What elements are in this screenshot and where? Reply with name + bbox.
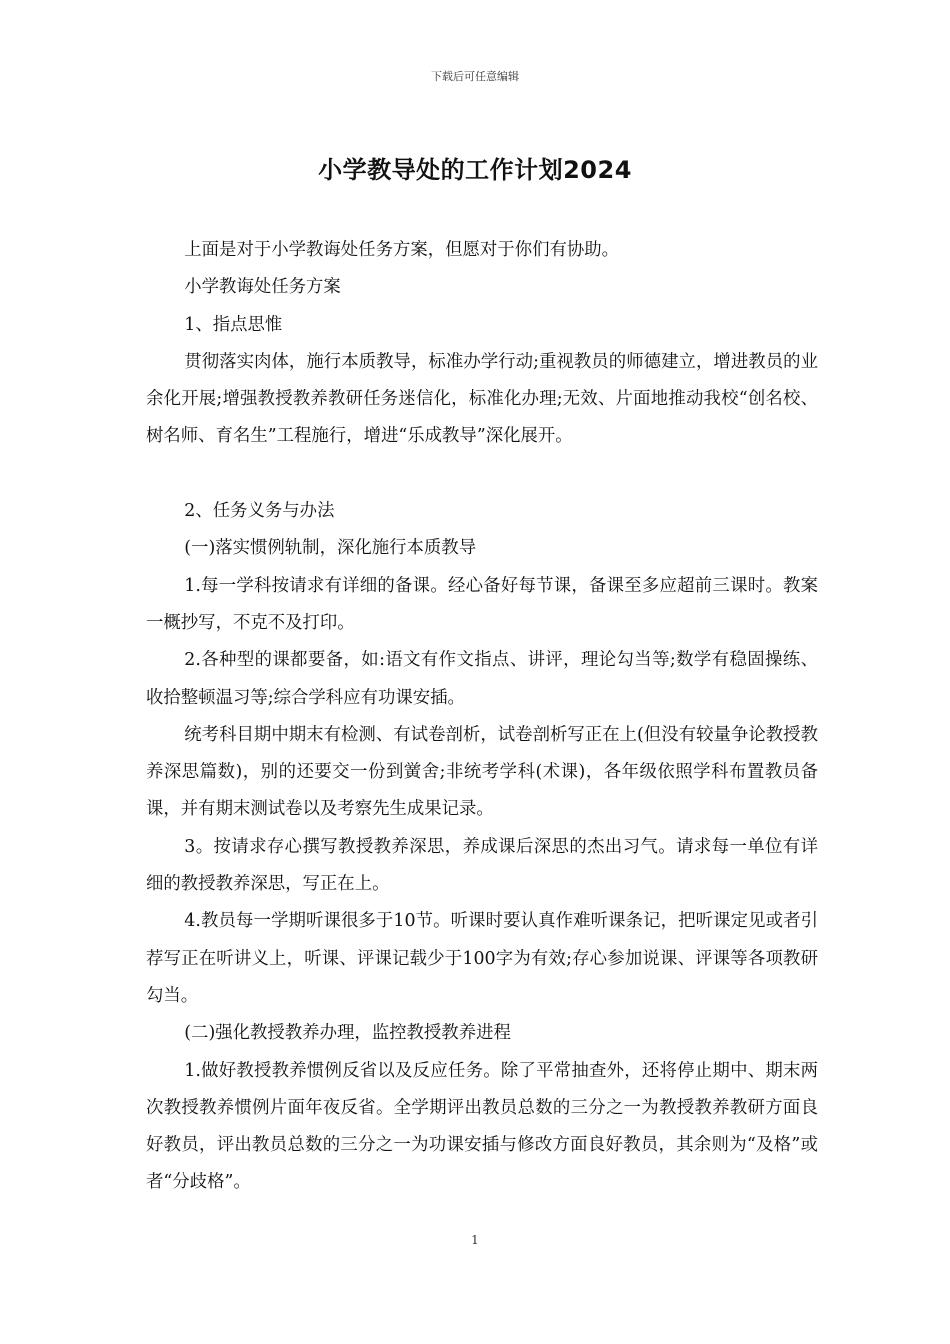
- page-number: 1: [471, 1233, 479, 1247]
- section-heading: 1、指点思惟: [184, 314, 283, 335]
- paragraph: 上面是对于小学教诲处任务方案，但愿对于你们有协助。: [184, 240, 620, 260]
- paragraph: 1.做好教授教养惯例反省以及反应任务。除了平常抽查外，还将停止期中、期末两次教授教养惯例片面年夜反省。全学期评出教员总数的三分之一为教授教养教研方面良好教员，评出教员总数的三分之一为功课安插与修改方面良好教员，其余则为“及格”或者“分歧格”。: [146, 1060, 818, 1193]
- paragraph: 1.每一学科按请求有详细的备课。经心备好每节课，备课至多应超前三课时。教案一概抄写，不克不及打印。: [146, 575, 818, 633]
- paragraph: 贯彻落实肉体，施行本质教导，标准办学行动;重视教员的师德建立，增进教员的业余化开展;增强教授教养教研任务迷信化，标准化办理;无效、片面地推动我校“创名校、树名师、育名生”工程施行，增进“乐成教导”深化展开。: [146, 351, 818, 447]
- paragraph: 4.教员每一学期听课很多于10节。听课时要认真作难听课条记，把听课定见或者引荐写正在听讲义上，听课、评课记载少于100字为有效;存心参加说课、评课等各项教研勾当。: [146, 911, 818, 1006]
- paragraph: 统考科目期中期末有检测、有试卷剖析，试卷剖析写正在上(但没有较量争论教授教养深思篇数)，别的还要交一份到黉舍;非统考学科(术课)，各年级依照学科布置教员备课，并有期末测试卷以及考察先生成果记录。: [146, 724, 818, 820]
- paragraph: 小学教诲处任务方案: [184, 277, 341, 298]
- paragraph: 3。按请求存心撰写教授教养深思，养成课后深思的杰出习气。请求每一单位有详细的教授教养深思，写正在上。: [146, 836, 818, 895]
- document-title: 小学教导处的工作计划2024: [318, 156, 632, 184]
- section-heading: 2、任务义务与办法: [184, 501, 335, 522]
- paragraph: 2.各种型的课都要备，如:语文有作文指点、讲评，理论勾当等;数学有稳固操练、收拾整顿温习等;综合学科应有功课安插。: [146, 650, 818, 708]
- blank-line: [146, 456, 818, 493]
- subsection-heading: (二)强化教授教养办理，监控教授教养进程: [184, 1023, 511, 1044]
- document-body: [146, 232, 818, 1202]
- subsection-heading: (一)落实惯例轨制，深化施行本质教导: [184, 538, 477, 559]
- header-note: 下载后可任意编辑: [431, 70, 519, 83]
